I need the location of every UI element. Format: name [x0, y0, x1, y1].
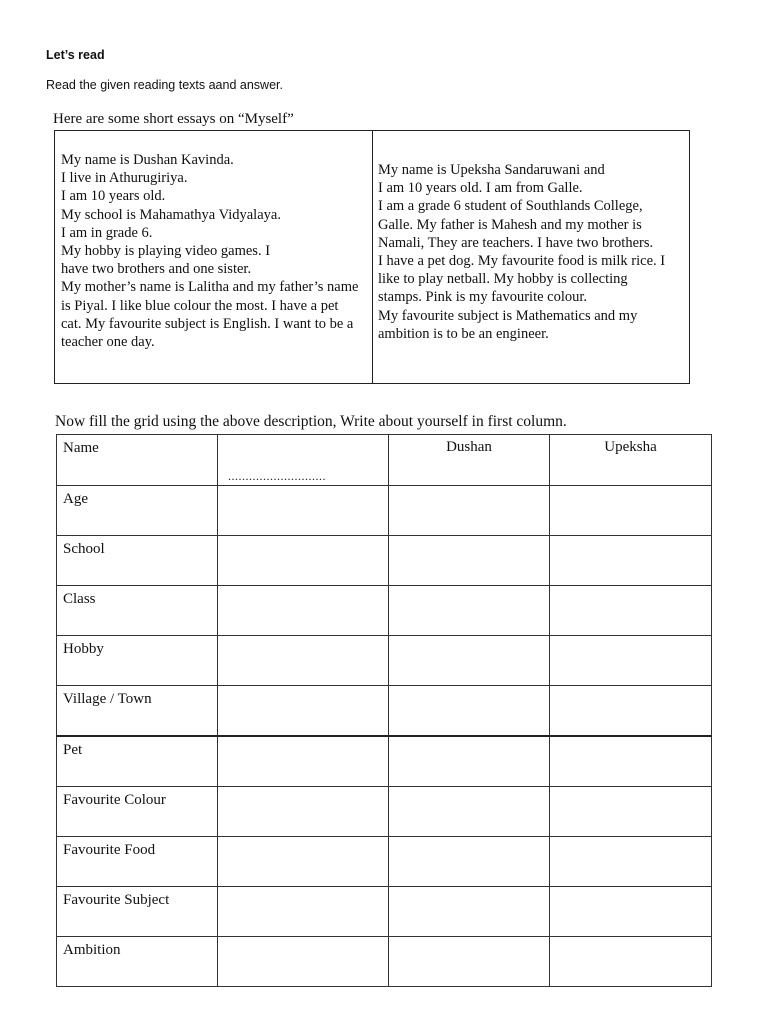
grid-row-pet	[57, 736, 712, 787]
essay-line: My name is Upeksha Sandaruwani and	[378, 162, 605, 178]
answer-cell[interactable]	[389, 787, 550, 837]
row-label: School	[57, 536, 218, 586]
grid-row-hobby	[57, 636, 712, 686]
answer-cell[interactable]	[389, 887, 550, 937]
comparison-grid	[56, 434, 712, 987]
answer-cell[interactable]	[389, 486, 550, 536]
answer-cell[interactable]	[389, 686, 550, 737]
row-label: Pet	[57, 736, 218, 787]
essay-line: My mother’s name is Lalitha and my father’s name	[61, 279, 359, 296]
answer-cell[interactable]	[550, 636, 712, 686]
answer-cell[interactable]	[218, 937, 389, 987]
row-label: Favourite Food	[57, 837, 218, 887]
answer-cell[interactable]	[218, 686, 389, 737]
row-label: Favourite Subject	[57, 887, 218, 937]
grid-row-age	[57, 486, 712, 536]
grid-header-row	[57, 435, 712, 486]
header-dushan: Dushan	[389, 435, 550, 486]
answer-cell[interactable]	[550, 736, 712, 787]
row-label: Village / Town	[57, 686, 218, 737]
header-name-label: Name	[57, 435, 218, 486]
essay-line: I am 10 years old.	[61, 188, 166, 205]
row-label: Hobby	[57, 636, 218, 686]
answer-cell[interactable]	[550, 837, 712, 887]
row-label: Favourite Colour	[57, 787, 218, 837]
grid-row-school	[57, 536, 712, 586]
essay-line: My hobby is playing video games. I	[61, 243, 271, 260]
answer-cell[interactable]	[550, 536, 712, 586]
answer-cell[interactable]	[550, 486, 712, 536]
grid-row-favourite-subject	[57, 887, 712, 937]
grid-row-favourite-colour	[57, 787, 712, 837]
answer-cell[interactable]	[550, 586, 712, 636]
section-title: Let’s read	[46, 48, 105, 62]
row-label: Age	[57, 486, 218, 536]
instruction-text: Read the given reading texts aand answer.	[46, 78, 283, 92]
essay-line: Galle. My father is Mahesh and my mother is	[378, 216, 642, 233]
grid-row-village-town	[57, 686, 712, 737]
answer-cell[interactable]	[389, 586, 550, 636]
grid-row-class	[57, 586, 712, 636]
answer-cell[interactable]	[389, 636, 550, 686]
row-label: Ambition	[57, 937, 218, 987]
row-label: Class	[57, 586, 218, 636]
essay-line: cat. My favourite subject is English. I want to be a	[61, 315, 354, 332]
essay-box	[54, 130, 690, 384]
essay-line: teacher one day.	[61, 334, 155, 351]
essay-line: I live in Athurugiriya.	[61, 170, 188, 187]
answer-cell[interactable]	[550, 686, 712, 737]
essay-line: like to play netball. My hobby is collecting	[378, 271, 628, 288]
grid-row-ambition	[57, 937, 712, 987]
essays-heading: Here are some short essays on “Myself”	[53, 111, 294, 127]
essay-line: I have a pet dog. My favourite food is milk rice. I	[378, 253, 666, 270]
essay-line: have two brothers and one sister.	[61, 261, 252, 278]
answer-cell[interactable]	[218, 486, 389, 536]
essay-line: My favourite subject is Mathematics and my	[378, 307, 638, 324]
your-name-cell[interactable]	[218, 435, 389, 486]
answer-cell[interactable]	[389, 837, 550, 887]
answer-cell[interactable]	[550, 787, 712, 837]
essay-line: My school is Mahamathya Vidyalaya.	[61, 206, 281, 223]
answer-cell[interactable]	[218, 636, 389, 686]
essay-line: My name is Dushan Kavinda.	[61, 152, 234, 168]
essay-line: I am a grade 6 student of Southlands College,	[378, 198, 643, 215]
answer-cell[interactable]	[218, 736, 389, 787]
answer-cell[interactable]	[218, 586, 389, 636]
answer-cell[interactable]	[389, 536, 550, 586]
essay-line: I am 10 years old. I am from Galle.	[378, 180, 583, 197]
answer-cell[interactable]	[389, 736, 550, 787]
answer-cell[interactable]	[218, 837, 389, 887]
header-upeksha: Upeksha	[550, 435, 712, 486]
answer-cell[interactable]	[389, 937, 550, 987]
blank-dots: ............................	[228, 469, 326, 483]
answer-cell[interactable]	[218, 887, 389, 937]
essay-line: is Piyal. I like blue colour the most. I have a pet	[61, 297, 339, 314]
essay-line: stamps. Pink is my favourite colour.	[378, 289, 588, 306]
answer-cell[interactable]	[550, 887, 712, 937]
answer-cell[interactable]	[218, 536, 389, 586]
essay-dushan	[55, 131, 373, 383]
grid-row-favourite-food	[57, 837, 712, 887]
essay-upeksha	[373, 131, 689, 383]
grid-instruction: Now fill the grid using the above description, Write about yourself in first column.	[55, 413, 567, 430]
answer-cell[interactable]	[550, 937, 712, 987]
essay-line: ambition is to be an engineer.	[378, 325, 549, 342]
answer-cell[interactable]	[218, 787, 389, 837]
essay-line: I am in grade 6.	[61, 224, 153, 241]
essay-line: Namali, They are teachers. I have two brothers.	[378, 234, 654, 251]
